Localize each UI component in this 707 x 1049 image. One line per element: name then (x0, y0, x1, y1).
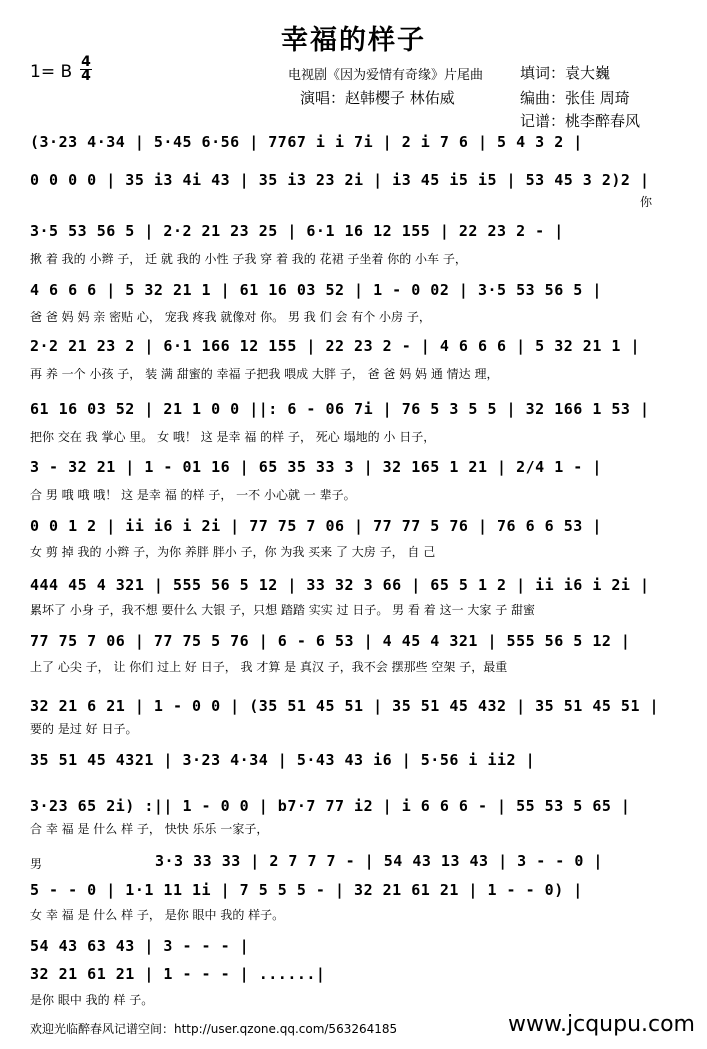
lyric-line: 揪 着 我的 小辫 子， 迁 就 我的 小性 子我 穿 着 我的 花裙 子坐着 你的 小车 子， (30, 252, 467, 266)
score-row: 35 51 45 4321 | 3·23 4·34 | 5·43 43 i6 | 5·56 i ii2 | (30, 751, 536, 769)
song-title: 幸福的样子 (281, 25, 426, 56)
lyric-line: 上了 心尖 子， 让 你们 过上 好 日子， 我 才算 是 真汉 子，我不会 摆那些 空架 子，最重 (30, 660, 508, 674)
score-row: 3·23 65 2i) :|| 1 - 0 0 | b7·7 77 i2 | i 6 6 6 - | 55 53 5 65 | (30, 797, 631, 815)
lyric-line: 合 男 哦 哦 哦！ 这 是幸 福 的样 子， 一不 小心就 一 辈子。 (30, 488, 356, 502)
score-row: 32 21 61 21 | 1 - - - | ......| (30, 965, 326, 983)
score-row: 54 43 63 43 | 3 - - - | (30, 937, 250, 955)
lyricist: 填词：袁大巍 (520, 64, 611, 82)
score-row: 61 16 03 52 | 21 1 0 0 ||: 6 - 06 7i | 76 5 3 5 5 | 32 166 1 53 | (30, 400, 650, 418)
lyric-line: 再 养 一个 小孩 子， 装 满 甜蜜的 幸福 子把我 喂成 大胖 子， 爸 爸 妈 妈 通 情达 理， (30, 367, 499, 381)
meter-top: 4 (81, 54, 91, 70)
score-row: 0 0 1 2 | ii i6 i 2i | 77 75 7 06 | 77 77 5 76 | 76 6 6 53 | (30, 517, 602, 535)
lyric-line: 男 (30, 857, 43, 871)
transcriber: 记谱：桃李醉春风 (520, 112, 641, 130)
subtitle: 电视剧《因为爱情有奇缘》片尾曲 (288, 68, 484, 83)
lyric-line: 女 剪 掉 我的 小辫 子，为你 养胖 胖小 子，你 为我 买来 了 大房 子， 自 己 (30, 545, 436, 559)
lyric-line: 是你 眼中 我的 样 子。 (30, 993, 154, 1007)
lyric-line: 爸 爸 妈 妈 亲 密贴 心， 宠我 疼我 就像对 你。 男 我 们 会 有个 小房 子， (30, 310, 431, 324)
meter-bottom: 4 (81, 68, 91, 84)
score-row: 0 0 0 0 | 35 i3 4i 43 | 35 i3 23 2i | i3 45 i5 i5 | 53 45 3 2)2 | (30, 171, 650, 189)
lyric-line: 合 幸 福 是 什么 样 子， 快快 乐乐 一家子， (30, 822, 269, 836)
lyric-line: 你 (640, 195, 653, 209)
lyric-line: 女 幸 福 是 什么 样 子， 是你 眼中 我的 样子。 (30, 908, 285, 922)
score-row: 444 45 4 321 | 555 56 5 12 | 33 32 3 66 | 65 5 1 2 | ii i6 i 2i | (30, 576, 650, 594)
score-row: 4 6 6 6 | 5 32 21 1 | 61 16 03 52 | 1 - 0 02 | 3·5 53 56 5 | (30, 281, 602, 299)
site-watermark[interactable]: www.jcqupu.com (508, 1012, 695, 1037)
lyric-line: 要的 是过 好 日子。 (30, 722, 138, 736)
score-row: 32 21 6 21 | 1 - 0 0 | (35 51 45 51 | 35 51 45 432 | 35 51 45 51 | (30, 697, 660, 715)
footer-note: 欢迎光临醉春风记谱空间：http://user.qzone.qq.com/563264185 (30, 1022, 398, 1036)
score-row: 3·5 53 56 5 | 2·2 21 23 25 | 6·1 16 12 155 | 22 23 2 - | (30, 222, 564, 240)
score-row: 3 - 32 21 | 1 - 01 16 | 65 35 33 3 | 32 165 1 21 | 2/4 1 - | (30, 458, 602, 476)
lyric-line: 把你 交在 我 掌心 里。 女 哦！ 这 是幸 福 的样 子， 死心 塌地的 小 日子， (30, 430, 436, 444)
lyric-line: 累坏了 小身 子，我不想 要什么 大银 子，只想 踏踏 实实 过 日子。 男 看 着 这一 大家 子 甜蜜 (30, 603, 536, 617)
key-signature: 1= B (30, 62, 73, 82)
composer: 编曲：张佳 周琦 (520, 89, 630, 107)
score-row: 77 75 7 06 | 77 75 5 76 | 6 - 6 53 | 4 45 4 321 | 555 56 5 12 | (30, 632, 631, 650)
time-signature (80, 56, 92, 83)
score-row: 5 - - 0 | 1·1 11 1i | 7 5 5 5 - | 32 21 61 21 | 1 - - 0) | (30, 881, 583, 899)
score-row: 2·2 21 23 2 | 6·1 166 12 155 | 22 23 2 - | 4 6 6 6 | 5 32 21 1 | (30, 337, 640, 355)
score-row: 3·3 33 33 | 2 7 7 7 - | 54 43 13 43 | 3 - - 0 | (155, 852, 603, 870)
score-row: (3·23 4·34 | 5·45 6·56 | 7767 i i 7i | 2 i 7 6 | 5 4 3 2 | (30, 133, 583, 151)
singers: 演唱：赵韩樱子 林佑威 (300, 89, 455, 107)
